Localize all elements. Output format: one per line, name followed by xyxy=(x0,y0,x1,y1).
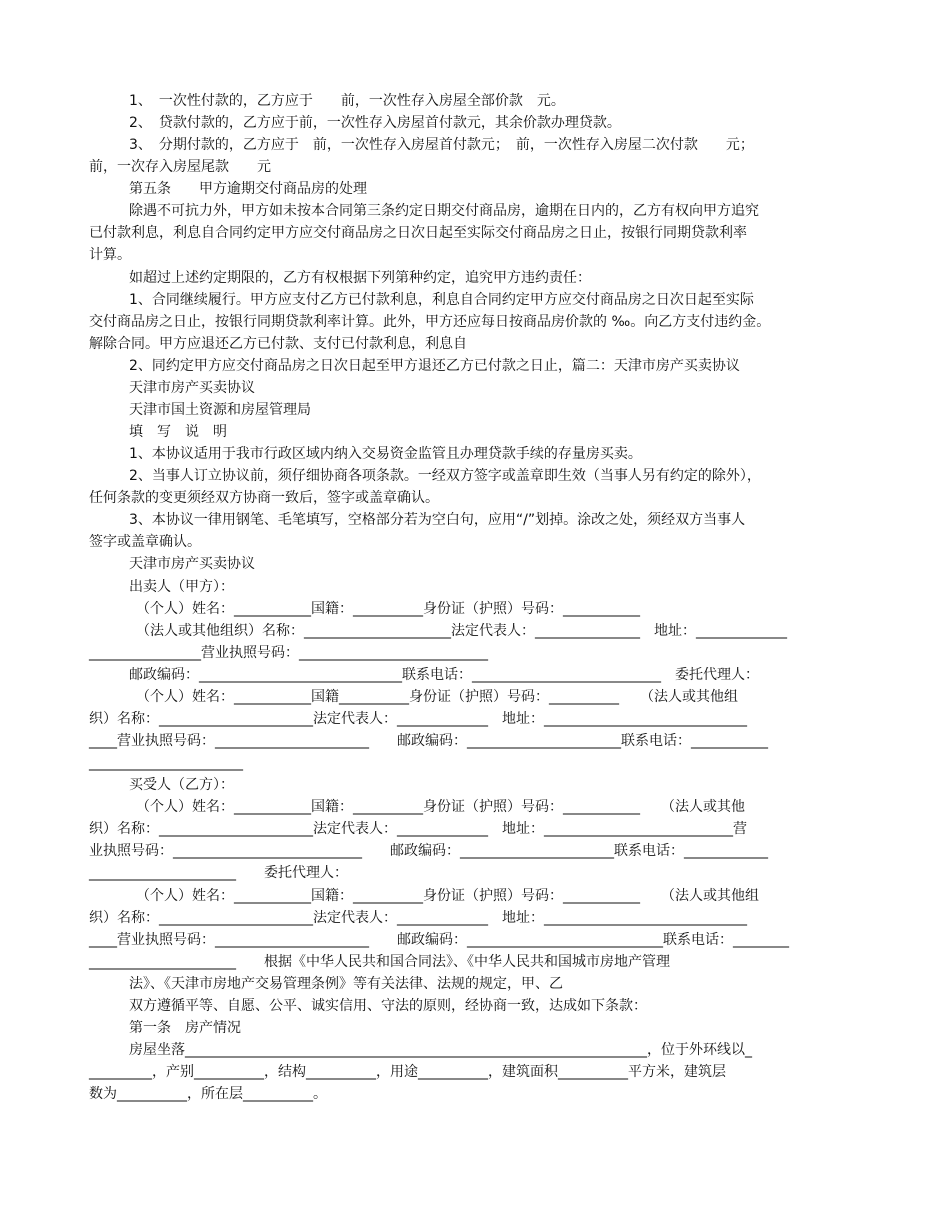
text-line: ______________________ xyxy=(89,755,243,772)
text-line: 织）名称：______________________法定代表人：_____________ 地址：___________________________营 xyxy=(89,821,747,838)
text-line: 3、本协议一律用钢笔、毛笔填写，空格部分若为空白句，应用“/”划掉。涂改之处，须经双方当事人 xyxy=(129,512,746,529)
text-line: （个人）姓名：___________国籍：__________身份证（护照）号码：___________ （法人或其他组 xyxy=(129,887,759,904)
text-line: ____营业执照号码：______________________ 邮政编码：____________________________联系电话：________ xyxy=(89,931,789,948)
text-line: 第一条 房产情况 xyxy=(129,1019,241,1036)
text-line: _____________________ 委托代理人： xyxy=(89,865,348,882)
text-line: 天津市国土资源和房屋管理局 xyxy=(129,401,311,418)
text-line: 天津市房产买卖协议 xyxy=(129,379,255,396)
text-line: 第五条 甲方逾期交付商品房的处理 xyxy=(129,181,367,198)
text-line: 2、同约定甲方应交付商品房之日次日起至甲方退还乙方已付款之日止，篇二：天津市房产买卖协议 xyxy=(129,357,740,374)
text-line: ____营业执照号码：______________________ 邮政编码：______________________联系电话：___________ xyxy=(89,733,768,750)
text-line: 出卖人（甲方）： xyxy=(129,578,234,595)
text-line: 3、 分期付款的，乙方应于 前，一次性存入房屋首付款元； 前，一次性存入房屋二次付款 元； xyxy=(129,137,754,154)
text-line: _________，产别__________，结构__________，用途__________，建筑面积__________平方米，建筑层 xyxy=(89,1064,726,1081)
text-line: 2、 贷款付款的，乙方应于前，一次性存入房屋首付款元，其余价款办理贷款。 xyxy=(129,115,621,132)
text-line: 已付款利息，利息自合同约定甲方应交付商品房之日次日起至实际交付商品房之日止，按银行同期贷款利率 xyxy=(89,225,747,242)
text-line: 邮政编码：_____________________________联系电话：___________________________ 委托代理人： xyxy=(129,666,759,683)
text-line: 天津市房产买卖协议 xyxy=(129,556,255,573)
text-line: 业执照号码：___________________________ 邮政编码：______________________联系电话：____________ xyxy=(89,843,768,860)
text-line: 1、本协议适用于我市行政区域内纳入交易资金监管且办理贷款手续的存量房买卖。 xyxy=(129,446,642,463)
text-line: 解除合同。甲方应退还乙方已付款、支付已付款利息，利息自 xyxy=(89,335,467,352)
text-line: 1、 一次性付款的，乙方应于 前，一次性存入房屋全部价款 元。 xyxy=(129,93,565,109)
text-line: （法人或其他组织）名称：_____________________法定代表人：_______________ 地址：_____________ xyxy=(129,622,787,639)
text-line: （个人）姓名：___________国籍：__________身份证（护照）号码：___________ xyxy=(129,600,640,617)
text-line: 1、合同继续履行。甲方应支付乙方已付款利息，利息自合同约定甲方应交付商品房之日次日起至实际 xyxy=(129,291,754,308)
text-line: 签字或盖章确认。 xyxy=(89,534,201,551)
text-line: 织）名称：______________________法定代表人：_____________ 地址：_____________________________ xyxy=(89,710,747,727)
text-line: 除遇不可抗力外，甲方如未按本合同第三条约定日期交付商品房，逾期在日内的，乙方有权向甲方追究 xyxy=(129,203,759,220)
text-line: 填 写 说 明 xyxy=(129,424,227,441)
text-line: ________________营业执照号码：___________________________ xyxy=(89,644,488,661)
text-line: _____________________ 根据《中华人民共和国合同法》、《中华人民共和国城市房地产管理 xyxy=(89,953,670,970)
text-line: 法》、《天津市房地产交易管理条例》等有关法律、法规的规定，甲、乙 xyxy=(129,975,563,992)
text-line: 如超过上述约定期限的，乙方有权根据下列第种约定，追究甲方违约责任： xyxy=(129,269,591,286)
text-line: 织）名称：______________________法定代表人：_____________ 地址：_____________________________ xyxy=(89,909,747,926)
text-line: 买受人（乙方）： xyxy=(129,777,234,794)
text-line: 数为__________，所在层__________。 xyxy=(89,1086,327,1103)
text-line: 前，一次存入房屋尾款 元 xyxy=(89,159,271,176)
text-line: 交付商品房之日止，按银行同期贷款利率计算。此外，甲方还应每日按商品房价款的 ‰。向乙方支付违约金。 xyxy=(89,313,771,330)
text-line: 房屋坐落__________________________________________________________________，位于外环线以_ xyxy=(129,1042,752,1058)
text-line: 计算。 xyxy=(89,247,131,264)
text-line: 2、当事人订立协议前，须仔细协商各项条款。一经双方签字或盖章即生效（当事人另有约定的除外）， xyxy=(129,468,761,485)
text-line: 任何条款的变更须经双方协商一致后，签字或盖章确认。 xyxy=(89,490,439,507)
text-line: （个人）姓名：___________国籍__________身份证（护照）号码：__________ （法人或其他组 xyxy=(129,688,738,705)
text-line: （个人）姓名：___________国籍：__________身份证（护照）号码：___________ （法人或其他 xyxy=(129,799,745,816)
text-line: 双方遵循平等、自愿、公平、诚实信用、守法的原则，经协商一致，达成如下条款： xyxy=(129,997,647,1014)
